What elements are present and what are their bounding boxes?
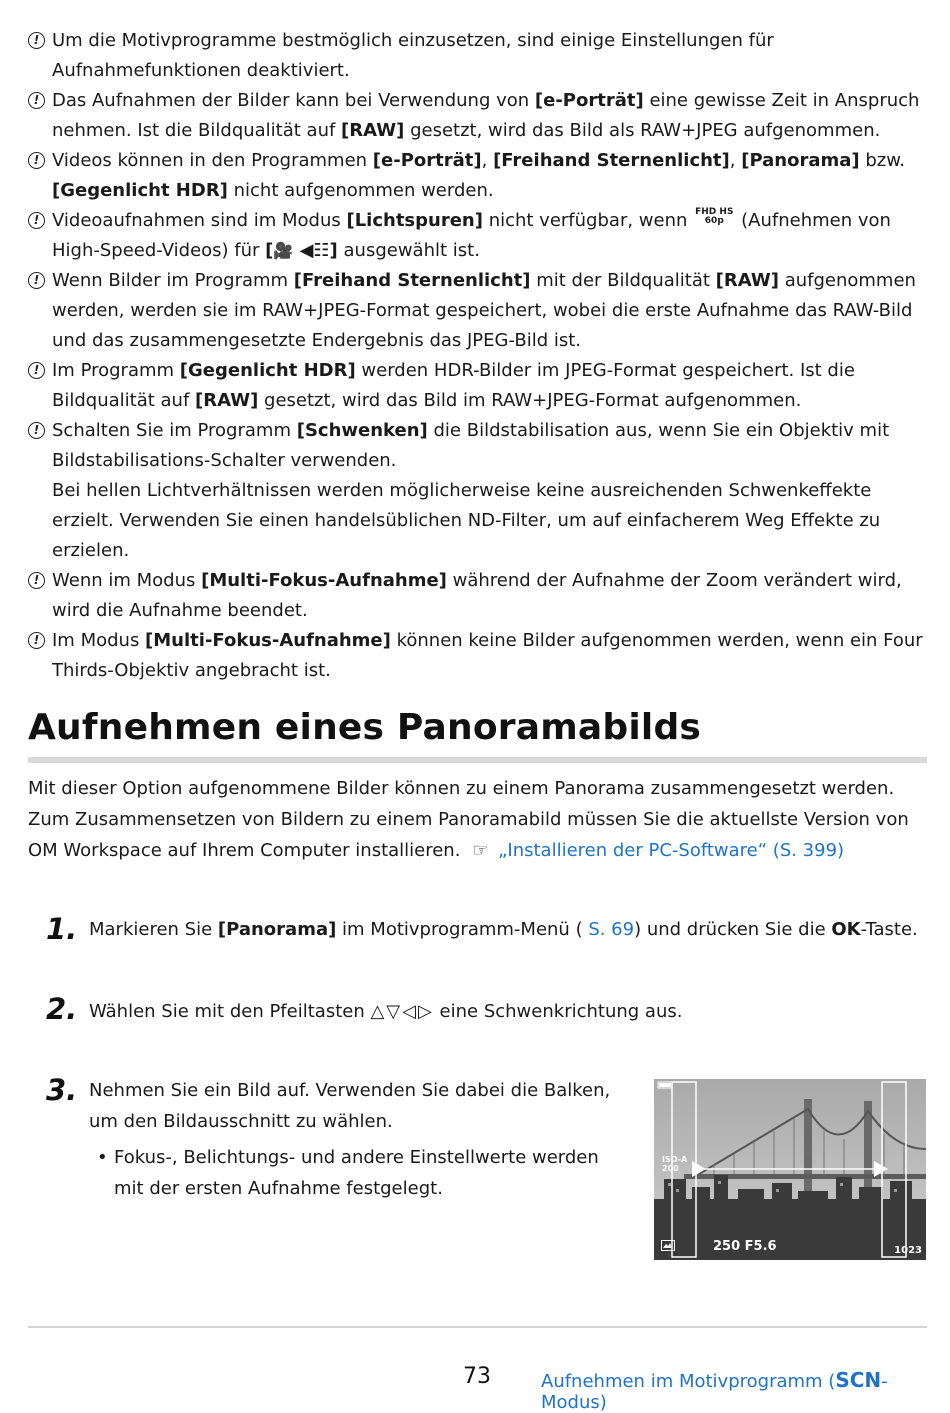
step-1-text-b: im Motivprogramm-Menü ( xyxy=(336,919,589,940)
intro-text: Mit dieser Option aufgenommene Bilder können zu einem Panorama zusammengesetzt werden. Zum Zusammensetzen von Bildern zu einem Panoramabild müssen Sie die aktuellste Version von OM Workspace auf Ihrem Computer installieren. xyxy=(28,778,909,861)
caution-icon: ! xyxy=(28,92,45,109)
footer-chapter-title[interactable] xyxy=(541,1368,950,1413)
caution-note xyxy=(28,206,928,266)
caution-icon: ! xyxy=(28,422,45,439)
step-1-text xyxy=(89,914,918,945)
step-2-number: 2. xyxy=(46,992,78,1026)
step-3-bullet xyxy=(89,1142,629,1204)
footer-title-b: -Modus) xyxy=(541,1371,888,1413)
caution-icon: ! xyxy=(28,32,45,49)
shots-remaining: 1023 xyxy=(894,1245,922,1256)
caution-note-text: Videos können in den Programmen [e-Porträt], [Freihand Sternenlicht], [Panorama] bzw. [Gegenlicht HDR] nicht aufgenommen werden. xyxy=(52,150,906,201)
caution-note-text: Wenn Bilder im Programm [Freihand Sternenlicht] mit der Bildqualität [RAW] aufgenommen werden, werden sie im RAW+JPEG-Format gespeichert, wobei die erste Aufnahme das RAW-Bild und das zusammengesetzte Endergebnis das JPEG-Bild ist. xyxy=(52,270,916,351)
ok-key-label: OK xyxy=(831,919,861,940)
section-heading: Aufnehmen eines Panoramabilds xyxy=(28,707,702,748)
caution-icon: ! xyxy=(28,632,45,649)
step-1-number: 1. xyxy=(46,912,78,946)
caution-note xyxy=(28,626,928,686)
step-1-menu-item: [Panorama] xyxy=(217,919,337,940)
step-1-text-a: Markieren Sie xyxy=(89,919,218,940)
step-1-text-d: -Taste. xyxy=(860,919,918,940)
iso-readout xyxy=(662,1155,687,1173)
caution-icon: ! xyxy=(28,362,45,379)
footer-divider xyxy=(28,1326,927,1328)
step-3-instruction: Nehmen Sie ein Bild auf. Verwenden Sie dabei die Balken, um den Bildausschnitt zu wählen. xyxy=(89,1080,611,1132)
page-number: 73 xyxy=(463,1364,491,1389)
step-2-text xyxy=(89,996,682,1027)
bridge-photo xyxy=(654,1079,926,1260)
caution-icon: ! xyxy=(28,212,45,229)
reference-hand-icon: ☞ xyxy=(472,840,489,861)
iso-value: 200 xyxy=(662,1164,679,1173)
step-3-bullet-text: Fokus-, Belichtungs- und andere Einstellwerte werden mit der ersten Aufnahme festgelegt. xyxy=(114,1147,599,1199)
caution-note-text: Wenn im Modus [Multi-Fokus-Aufnahme] während der Aufnahme der Zoom verändert wird, wird die Aufnahme beendet. xyxy=(52,570,902,621)
panorama-camera-screen xyxy=(654,1079,926,1260)
exposure-readout xyxy=(713,1239,777,1254)
arrow-keys-icon: △▽◁▷ xyxy=(370,1001,434,1022)
caution-note xyxy=(28,86,928,146)
caution-icon: ! xyxy=(28,572,45,589)
iso-label: ISO-A xyxy=(662,1155,688,1164)
caution-icon: ! xyxy=(28,152,45,169)
caution-note xyxy=(28,416,928,566)
notes-list xyxy=(28,26,928,686)
caution-note xyxy=(28,566,928,626)
intro-paragraph xyxy=(28,773,928,866)
heading-underline xyxy=(28,757,927,763)
caution-note xyxy=(28,356,928,416)
shutter-speed: 250 xyxy=(713,1239,741,1254)
footer-title-scn: SCN xyxy=(835,1368,882,1392)
software-install-link[interactable]: „Installieren der PC-Software“ (S. 399) xyxy=(498,840,845,861)
footer-title-a: Aufnehmen im Motivprogramm ( xyxy=(541,1371,836,1392)
step-1-page-link[interactable]: S. 69 xyxy=(588,919,635,940)
step-2-text-a: Wählen Sie mit den Pfeiltasten xyxy=(89,1001,371,1022)
caution-note-text: Im Modus [Multi-Fokus-Aufnahme] können keine Bilder aufgenommen werden, wenn ein Four Thirds-Objektiv angebracht ist. xyxy=(52,630,923,681)
step-3-text xyxy=(89,1075,629,1204)
panorama-mode-icon xyxy=(661,1240,675,1251)
caution-note-text: Im Programm [Gegenlicht HDR] werden HDR-Bilder im JPEG-Format gespeichert. Ist die Bildqualität auf [RAW] gesetzt, wird das Bild im RAW+JPEG-Format aufgenommen. xyxy=(52,360,855,411)
caution-note xyxy=(28,146,928,206)
caution-note-text: Videoaufnahmen sind im Modus [Lichtspuren] nicht verfügbar, wenn FHD HS 60p (Aufnehmen von High-Speed-Videos) für [🎥 ◀☷] ausgewählt ist. xyxy=(52,207,891,261)
step-2-text-b: eine Schwenkrichtung aus. xyxy=(433,1001,683,1022)
caution-note xyxy=(28,26,928,86)
caution-icon: ! xyxy=(28,272,45,289)
bullet-dot: • xyxy=(97,1147,108,1168)
step-3-number: 3. xyxy=(46,1073,78,1107)
caution-note-text: Schalten Sie im Programm [Schwenken] die Bildstabilisation aus, wenn Sie ein Objektiv mit Bildstabilisations-Schalter verwenden. Bei hellen Lichtverhältnissen werden möglicherweise keine ausreichenden Schwenkeffekte erzielt. Verwenden Sie einen handelsüblichen ND-Filter, um auf einfacherem Weg Effekte zu erzielen. xyxy=(52,420,890,561)
caution-note-text: Um die Motivprogramme bestmöglich einzusetzen, sind einige Einstellungen für Aufnahmefunktionen deaktiviert. xyxy=(52,30,774,81)
caution-note-text: Das Aufnahmen der Bilder kann bei Verwendung von [e-Porträt] eine gewisse Zeit in Anspruch nehmen. Ist die Bildqualität auf [RAW] gesetzt, wird das Bild als RAW+JPEG aufgenommen. xyxy=(52,90,920,141)
step-1-text-c: ) und drücken Sie die xyxy=(634,919,832,940)
caution-note xyxy=(28,266,928,356)
aperture-value: F5.6 xyxy=(744,1239,777,1254)
